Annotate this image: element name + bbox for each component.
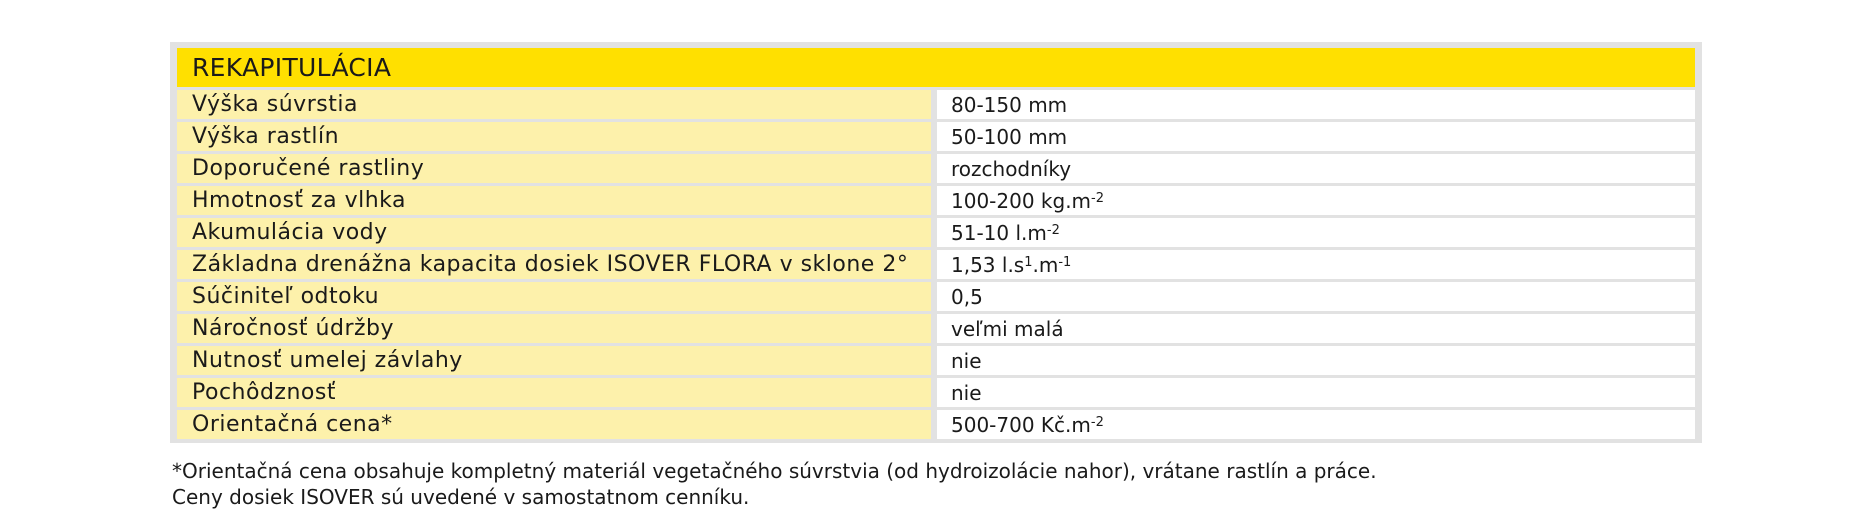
- summary-table: [170, 42, 1702, 443]
- footnote-line: *Orientačná cena obsahuje kompletný materiál vegetačného súvrstvia (od hydroizolácie nahor), vrátane rastlín a práce.: [172, 459, 1377, 483]
- row-value: 1,53 l.s $^1$ .m $^{-1}$: [937, 250, 1695, 279]
- table-row: [177, 378, 1695, 407]
- unit-exponent: -2: [1091, 191, 1105, 206]
- row-label: Základna drenážna kapacita dosiek ISOVER FLORA v sklone 2°: [177, 250, 931, 279]
- footnote-line: Ceny dosiek ISOVER sú uvedené v samostatnom cenníku.: [172, 485, 750, 509]
- table-row: [177, 346, 1695, 375]
- row-label: Doporučené rastliny: [177, 154, 931, 183]
- row-label: Výška súvrstia: [177, 90, 931, 119]
- row-label: Orientačná cena*: [177, 410, 931, 439]
- unit-exponent: 1: [1024, 255, 1033, 270]
- row-value: nie: [937, 346, 1695, 375]
- table-body: [177, 90, 1695, 439]
- table-row: [177, 154, 1695, 183]
- row-value: veľmi malá: [937, 314, 1695, 343]
- unit-exponent: -1: [1058, 255, 1072, 270]
- row-value: 500-700 Kč.m $^{-2}$: [937, 410, 1695, 439]
- row-label: Súčiniteľ odtoku: [177, 282, 931, 311]
- row-value: rozchodníky: [937, 154, 1695, 183]
- table-row: [177, 314, 1695, 343]
- row-label: Hmotnosť za vlhka: [177, 186, 931, 215]
- row-value: 51-10 l.m $^{-2}$: [937, 218, 1695, 247]
- row-label: Náročnosť údržby: [177, 314, 931, 343]
- row-label: Nutnosť umelej závlahy: [177, 346, 931, 375]
- row-label: Pochôdznosť: [177, 378, 931, 407]
- table-title: REKAPITULÁCIA: [177, 48, 1695, 87]
- table-row: [177, 122, 1695, 151]
- row-value: 100-200 kg.m $^{-2}$: [937, 186, 1695, 215]
- table-row: [177, 282, 1695, 311]
- footnote: [172, 458, 1377, 510]
- table-row: [177, 410, 1695, 439]
- table-row: [177, 90, 1695, 119]
- row-label: Výška rastlín: [177, 122, 931, 151]
- table-row: [177, 250, 1695, 279]
- row-label: Akumulácia vody: [177, 218, 931, 247]
- row-value: nie: [937, 378, 1695, 407]
- unit-exponent: -2: [1046, 223, 1060, 238]
- table-row: [177, 186, 1695, 215]
- row-value: 50-100 mm: [937, 122, 1695, 151]
- unit-exponent: -2: [1090, 415, 1104, 430]
- row-value: 0,5: [937, 282, 1695, 311]
- row-value: 80-150 mm: [937, 90, 1695, 119]
- table-row: [177, 218, 1695, 247]
